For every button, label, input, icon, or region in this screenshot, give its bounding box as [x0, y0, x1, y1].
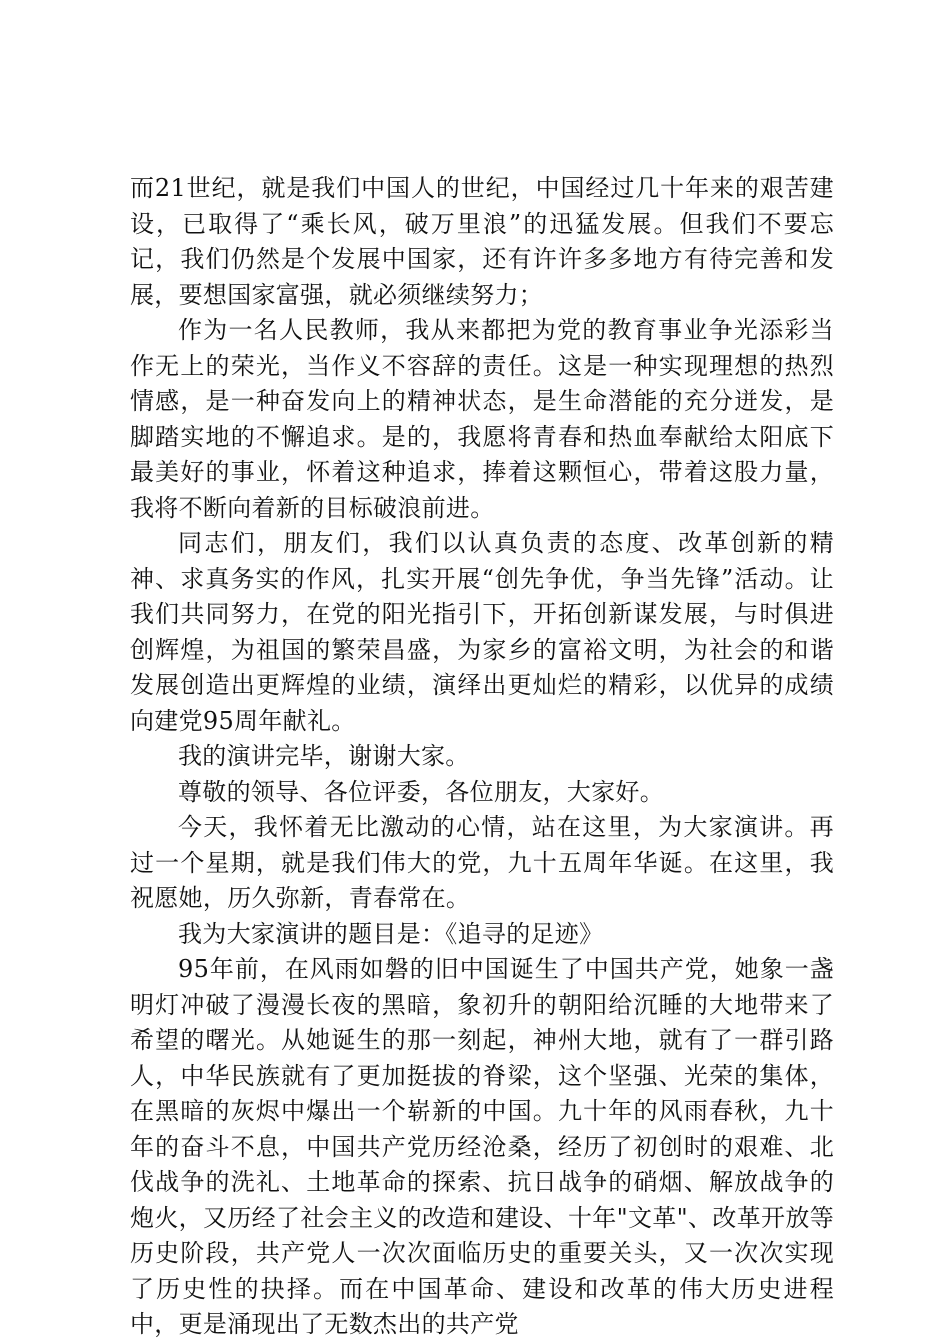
paragraph-8: 95年前，在风雨如磐的旧中国诞生了中国共产党，她象一盏明灯冲破了漫漫长夜的黑暗，象初升的朝阳给沉睡的大地带来了希望的曙光。从她诞生的那一刻起，神州大地，就有了一群引路人，中华民族就有了更加挺拔的脊梁，这个坚强、光荣的集体，在黑暗的灰烬中爆出一个崭新的中国。九十年的风雨春秋，九十年的奋斗不息，中国共产党历经沧桑，经历了初创时的艰难、北伐战争的洗礼、土地革命的探索、抗日战争的硝烟、解放战争的炮火，又历经了社会主义的改造和建设、十年"文革"、改革开放等历史阶段，共产党人一次次面临历史的重要关头，又一次次实现了历史性的抉择。而在中国革命、建设和改革的伟大历史进程中，更是涌现出了无数杰出的共产党 [130, 955, 834, 1338]
paragraph-5: 尊敬的领导、各位评委，各位朋友，大家好。 [178, 777, 664, 806]
document-body [130, 171, 834, 1343]
paragraph-7: 我为大家演讲的题目是：《追寻的足迹》 [178, 919, 604, 948]
paragraph-1: 而21世纪，就是我们中国人的世纪，中国经过几十年来的艰苦建设，已取得了“乘长风，破万里浪”的迅猛发展。但我们不要忘记，我们仍然是个发展中国家，还有许许多多地方有待完善和发展，要想国家富强，就必须继续努力； [130, 174, 834, 309]
paragraph-6: 今天，我怀着无比激动的心情，站在这里，为大家演讲。再过一个星期，就是我们伟大的党，九十五周年华诞。在这里，我祝愿她，历久弥新，青春常在。 [130, 813, 834, 912]
paragraph-2: 作为一名人民教师，我从来都把为党的教育事业争光添彩当作无上的荣光，当作义不容辞的责任。这是一种实现理想的热烈情感，是一种奋发向上的精神状态，是生命潜能的充分迸发，是脚踏实地的不懈追求。是的，我愿将青春和热血奉献给太阳底下最美好的事业，怀着这种追求，捧着这颗恒心，带着这股力量，我将不断向着新的目标破浪前进。 [130, 316, 834, 522]
paragraph-4: 我的演讲完毕，谢谢大家。 [178, 742, 470, 770]
paragraph-3: 同志们，朋友们，我们以认真负责的态度、改革创新的精神、求真务实的作风，扎实开展“创先争优，争当先锋”活动。让我们共同努力，在党的阳光指引下，开拓创新谋发展，与时俱进创辉煌，为祖国的繁荣昌盛，为家乡的富裕文明，为社会的和谐发展创造出更辉煌的业绩，演绎出更灿烂的精彩，以优异的成绩向建党95周年献礼。 [130, 529, 834, 735]
